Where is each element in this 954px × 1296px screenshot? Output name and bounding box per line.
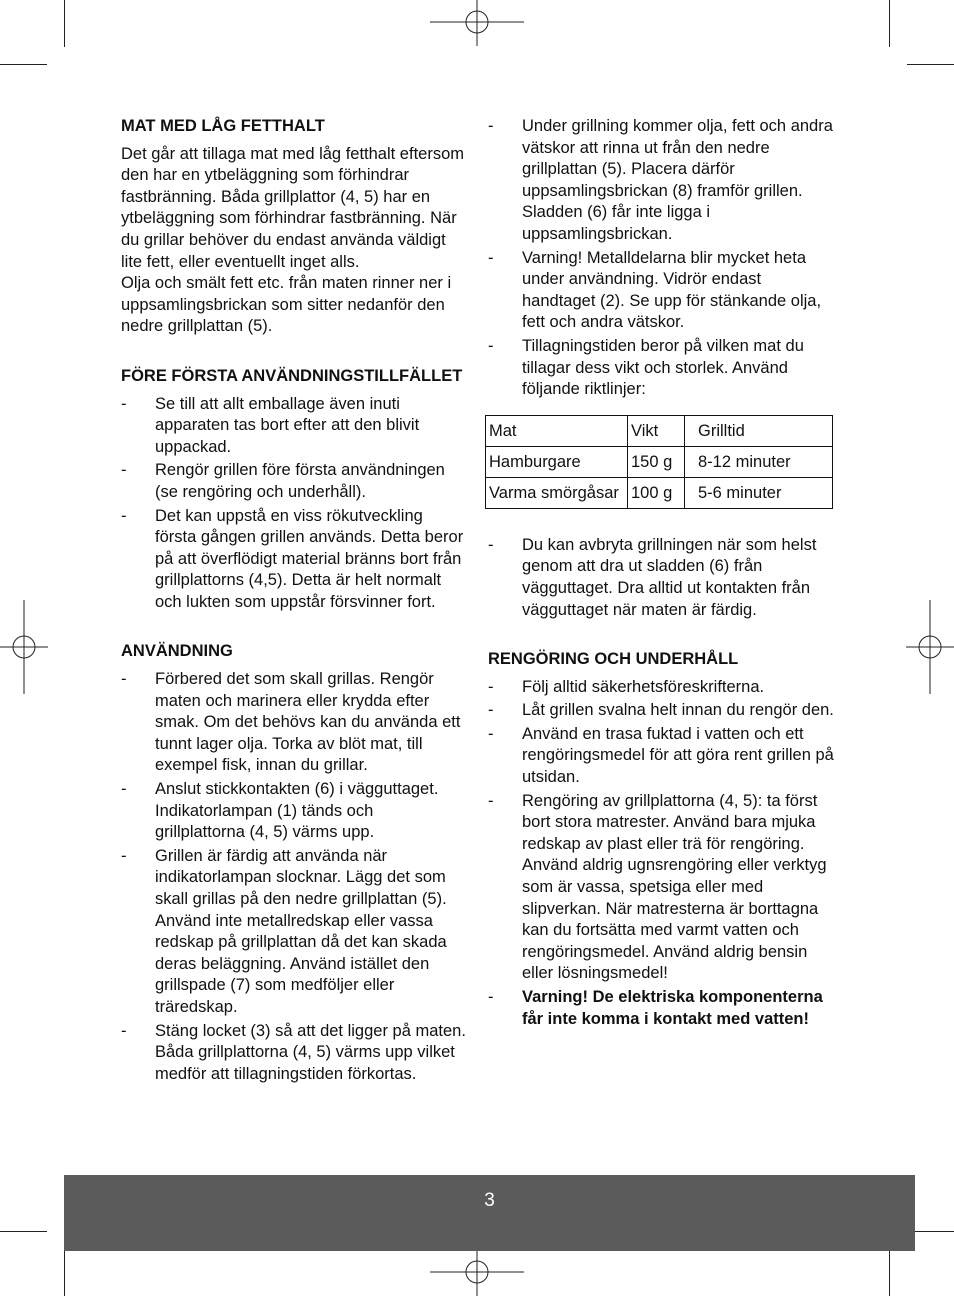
table-cell: 5-6 minuter bbox=[685, 477, 833, 508]
page-number: 3 bbox=[484, 1190, 495, 1211]
dash: - bbox=[488, 117, 494, 135]
dash: - bbox=[121, 506, 127, 525]
list-item: - Låt grillen svalna helt innan du rengör den. bbox=[488, 700, 836, 722]
left-column bbox=[121, 116, 467, 1113]
dash: - bbox=[121, 1021, 127, 1040]
dash: - bbox=[121, 461, 127, 480]
crop-mark bbox=[64, 0, 65, 47]
before-first-use-list bbox=[121, 394, 467, 614]
usage-list bbox=[121, 669, 467, 1085]
dash: - bbox=[488, 724, 494, 743]
section-heading-low-fat: MAT MED LÅG FETTHALT bbox=[121, 117, 325, 135]
list-item: - Varning! Metalldelarna blir mycket heta under användning. Vidrör endast handtaget (2). Se upp för stänkande olja, fett och andra vätskor. bbox=[488, 248, 822, 332]
table-row bbox=[486, 477, 833, 508]
after-table-list bbox=[488, 535, 836, 621]
table-header-cell: Mat bbox=[486, 415, 628, 446]
list-item: - Stäng locket (3) så att det ligger på maten. Båda grillplattorna (4, 5) värms upp vilket medför att tillagningstiden förkortas. bbox=[121, 1021, 466, 1083]
usage-list-continued bbox=[488, 116, 836, 401]
dash: - bbox=[488, 336, 494, 355]
crop-mark bbox=[889, 0, 890, 47]
list-item: - Tillagningstiden beror på vilken mat du tillagar dess vikt och storlek. Använd följande riktlinjer: bbox=[488, 336, 804, 399]
list-item: - Under grillning kommer olja, fett och andra vätskor att rinna ut från den nedre grillplattan (5). Placera därför uppsamlingsbrickan (8) framför grillen. Sladden (6) får inte ligga i uppsamlingsbrickan. bbox=[488, 117, 833, 243]
table-header-row bbox=[486, 415, 833, 446]
dash: - bbox=[121, 846, 127, 865]
paragraph: Det går att tillaga mat med låg fetthalt eftersom den har en ytbeläggning som förhindrar fastbränning. Båda grillplattor (4, 5) har en ytbeläggning som förhindrar fastbränning. När du grillar behöver du endast använda väldigt lite fett, eller eventuellt inget alls. bbox=[121, 144, 464, 271]
crop-mark bbox=[0, 1231, 47, 1232]
table-cell: Hamburgare bbox=[486, 446, 628, 477]
dash: - bbox=[488, 988, 494, 1006]
crop-mark bbox=[907, 64, 954, 65]
dash: - bbox=[488, 248, 494, 267]
dash: - bbox=[488, 791, 494, 810]
paragraph: Olja och smält fett etc. från maten rinner ner i uppsamlingsbrickan som sitter nedanför den nedre grillplattan (5). bbox=[121, 274, 452, 336]
dash: - bbox=[121, 780, 127, 799]
crop-mark bbox=[889, 1249, 890, 1296]
list-item: - Se till att allt emballage även inuti apparaten tas bort efter att den blivit uppackad. bbox=[121, 394, 420, 456]
list-item: - Förbered det som skall grillas. Rengör maten och marinera eller krydda efter smak. Om det behövs kan du använda ett tunnt lager olja. Torka av blöt mat, till exempel fisk, innan du grillar. bbox=[121, 670, 461, 775]
list-item: - Grillen är färdig att använda när indikatorlampan slocknar. Lägg det som skall grillas på den nedre grillplattan (5). Använd inte metallredskap eller vassa redskap på grillplattan då det kan skada deras beläggning. Använd istället den grillspade (7) som medföljer eller träredskap. bbox=[121, 846, 447, 1016]
low-fat-text bbox=[121, 144, 467, 338]
registration-mark-right bbox=[906, 600, 954, 694]
table-cell: Varma smörgåsar bbox=[486, 477, 628, 508]
grilling-time-table bbox=[485, 415, 833, 509]
table-row bbox=[486, 446, 833, 477]
dash: - bbox=[488, 677, 494, 696]
list-item: - Följ alltid säkerhetsföreskrifterna. bbox=[488, 677, 836, 699]
dash: - bbox=[121, 394, 127, 413]
list-item: - Det kan uppstå en viss rökutveckling första gången grillen används. Detta beror på att överflödigt material bränns bort från grillplattorns (4,5). Detta är helt normalt och lukten som uppstår försvinner fort. bbox=[121, 506, 464, 611]
section-heading-cleaning: RENGÖRING OCH UNDERHÅLL bbox=[488, 650, 739, 669]
registration-mark-left bbox=[0, 600, 48, 694]
right-column bbox=[488, 116, 836, 1058]
table-header-cell: Vikt bbox=[628, 415, 685, 446]
table-cell: 100 g bbox=[628, 477, 685, 508]
crop-mark bbox=[64, 1249, 65, 1296]
list-item: - Anslut stickkontakten (6) i vägguttaget. Indikatorlampan (1) tänds och grillplattorna (4, 5) värms upp. bbox=[121, 780, 439, 842]
crop-mark bbox=[0, 64, 47, 65]
cleaning-list bbox=[488, 677, 836, 1031]
list-item: - Du kan avbryta grillningen när som helst genom att dra ut sladden (6) från vägguttaget. Dra alltid ut kontakten från vägguttaget när maten är färdig. bbox=[488, 535, 817, 619]
table-cell: 8-12 minuter bbox=[685, 446, 833, 477]
dash: - bbox=[121, 670, 127, 689]
section-heading-before-first-use: FÖRE FÖRSTA ANVÄNDNINGSTILLFÄLLET bbox=[121, 366, 463, 385]
registration-mark-bottom bbox=[430, 1250, 524, 1296]
footer-band bbox=[64, 1175, 915, 1251]
warning-item: - Varning! De elektriska komponenterna får inte komma i kontakt med vatten! bbox=[488, 988, 823, 1028]
registration-mark-top bbox=[430, 0, 524, 46]
list-item: - Rengör grillen före första användningen (se rengöring och underhåll). bbox=[121, 461, 445, 501]
list-item: - Använd en trasa fuktad i vatten och ett rengöringsmedel för att göra rent grillen på utsidan. bbox=[488, 724, 834, 787]
dash: - bbox=[488, 535, 494, 554]
dash: - bbox=[488, 701, 494, 720]
section-heading-usage: ANVÄNDNING bbox=[121, 642, 233, 661]
list-item: - Rengöring av grillplattorna (4, 5): ta först bort stora matrester. Använd bara mjuka redskap av plast eller trä för rengöring. Använd aldrig ugnsrengöring eller verktyg som är vassa, spetsiga eller med slipverkan. När matresterna är borttagna kan du fortsätta med varmt vatten och rengöringsmedel. Använd aldrig bensin eller lösningsmedel! bbox=[488, 791, 827, 983]
table-cell: 150 g bbox=[628, 446, 685, 477]
table-header-cell: Grilltid bbox=[685, 415, 833, 446]
